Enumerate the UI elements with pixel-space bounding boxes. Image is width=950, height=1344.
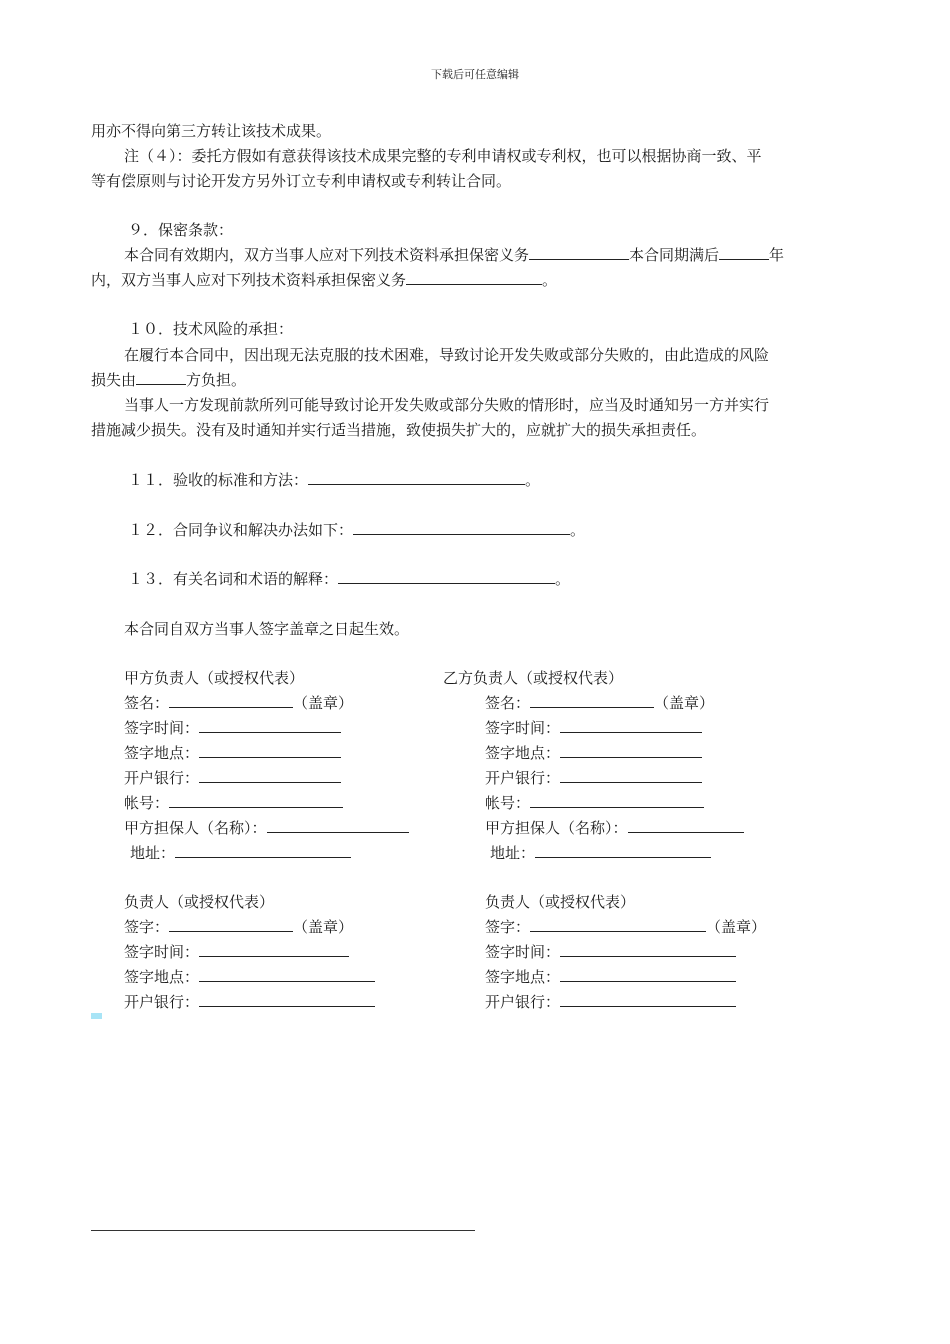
party-b-heading: 乙方负责人（或授权代表） xyxy=(443,669,624,687)
party-a-address-blank[interactable] xyxy=(175,844,351,858)
section-9-period: 。 xyxy=(542,271,558,289)
guarantor-a-bank-label: 开户银行： xyxy=(124,993,200,1011)
party-b-bank-label: 开户银行： xyxy=(485,769,561,787)
party-a-time-row xyxy=(124,718,341,738)
guarantor-a-sign-row xyxy=(124,917,353,937)
party-a-account-blank[interactable] xyxy=(169,794,343,808)
guarantor-b-signature-blank[interactable] xyxy=(530,918,706,932)
guarantor-a-sign-label: 签字： xyxy=(124,918,170,936)
section-10-line3: 当事人一方发现前款所列可能导致讨论开发失败或部分失败的情形时，应当及时通知另一方并实行 xyxy=(124,396,770,414)
section-9-text-b: 本合同期满后 xyxy=(629,246,720,264)
effective-clause: 本合同自双方当事人签字盖章之日起生效。 xyxy=(124,620,410,638)
party-b-guarantor-label: 甲方担保人（名称）： xyxy=(485,819,628,837)
guarantor-a-time-label: 签字时间： xyxy=(124,943,200,961)
risk-party-blank[interactable] xyxy=(136,371,186,385)
guarantor-b-time-label: 签字时间： xyxy=(485,943,561,961)
party-b-place-row xyxy=(485,743,702,763)
section-10-title: １０．技术风险的承担： xyxy=(128,320,294,338)
party-a-sign-label: 签名： xyxy=(124,694,170,712)
section-10-line4: 措施减少损失。没有及时通知并实行适当措施，致使损失扩大的，应就扩大的损失承担责任。 xyxy=(91,421,707,439)
guarantor-b-sign-row xyxy=(485,917,766,937)
guarantor-a-heading: 负责人（或授权代表） xyxy=(124,893,275,911)
party-a-bank-label: 开户银行： xyxy=(124,769,200,787)
note-4-line2: 等有偿原则与讨论开发方另外订立专利申请权或专利转让合同。 xyxy=(91,172,512,190)
party-a-place-row xyxy=(124,743,341,763)
party-b-account-label: 帐号： xyxy=(485,794,531,812)
party-a-address-row xyxy=(130,843,351,863)
footnote-rule xyxy=(91,1230,475,1231)
section-11-label: １１．验收的标准和方法： xyxy=(128,471,309,489)
guarantor-b-bank-blank[interactable] xyxy=(560,993,736,1007)
party-b-address-blank[interactable] xyxy=(535,844,711,858)
guarantor-a-signature-blank[interactable] xyxy=(169,918,293,932)
guarantor-a-place-row xyxy=(124,967,375,987)
section-12-period: 。 xyxy=(570,521,586,539)
terms-definition-blank[interactable] xyxy=(338,570,555,584)
guarantor-a-bank-row xyxy=(124,992,375,1012)
years-blank[interactable] xyxy=(719,246,769,260)
guarantor-a-place-blank[interactable] xyxy=(199,968,375,982)
guarantor-b-sign-label: 签字： xyxy=(485,918,531,936)
guarantor-b-place-row xyxy=(485,967,736,987)
section-9-text-c: 年 xyxy=(769,246,785,264)
party-b-sign-label: 签名： xyxy=(485,694,531,712)
party-a-signature-blank[interactable] xyxy=(169,694,293,708)
section-9-text-a: 本合同有效期内，双方当事人应对下列技术资料承担保密义务 xyxy=(124,246,530,264)
party-a-guarantor-blank[interactable] xyxy=(267,819,409,833)
guarantor-b-seal-label: （盖章） xyxy=(706,918,767,936)
party-b-signature-blank[interactable] xyxy=(530,694,654,708)
section-13-label: １３．有关名词和术语的解释： xyxy=(128,570,339,588)
guarantor-b-bank-label: 开户银行： xyxy=(485,993,561,1011)
section-9-line1 xyxy=(124,245,784,265)
guarantor-a-time-blank[interactable] xyxy=(199,943,349,957)
guarantor-b-place-label: 签字地点： xyxy=(485,968,561,986)
party-b-address-row xyxy=(490,843,711,863)
section-10-line2 xyxy=(91,370,246,390)
party-b-place-label: 签字地点： xyxy=(485,744,561,762)
party-b-bank-blank[interactable] xyxy=(560,769,702,783)
guarantor-a-seal-label: （盖章） xyxy=(293,918,354,936)
party-a-guarantor-label: 甲方担保人（名称）： xyxy=(124,819,267,837)
party-b-place-blank[interactable] xyxy=(560,744,702,758)
section-9-title: ９．保密条款： xyxy=(128,221,234,239)
guarantor-b-bank-row xyxy=(485,992,736,1012)
section-12-label: １２．合同争议和解决办法如下： xyxy=(128,521,354,539)
party-a-account-label: 帐号： xyxy=(124,794,170,812)
guarantor-b-heading: 负责人（或授权代表） xyxy=(485,893,636,911)
guarantor-a-time-row xyxy=(124,942,349,962)
section-11-period: 。 xyxy=(525,471,541,489)
section-9-text-d: 内，双方当事人应对下列技术资料承担保密义务 xyxy=(91,271,407,289)
section-13 xyxy=(128,569,570,589)
party-b-account-row xyxy=(485,793,704,813)
note-4-line1: 注（４）：委托方假如有意获得该技术成果完整的专利申请权或专利权，也可以根据协商一致、平 xyxy=(124,147,762,165)
section-12 xyxy=(128,520,585,540)
dispute-resolution-blank[interactable] xyxy=(353,521,570,535)
post-term-materials-blank[interactable] xyxy=(406,271,542,285)
section-10-text-a: 损失由 xyxy=(91,371,137,389)
guarantor-a-bank-blank[interactable] xyxy=(199,993,375,1007)
party-b-seal-label: （盖章） xyxy=(654,694,715,712)
party-a-place-label: 签字地点： xyxy=(124,744,200,762)
party-b-guarantor-row xyxy=(485,818,744,838)
guarantor-a-place-label: 签字地点： xyxy=(124,968,200,986)
acceptance-standard-blank[interactable] xyxy=(308,471,525,485)
section-13-period: 。 xyxy=(555,570,571,588)
page-header: 下载后可任意编辑 xyxy=(431,68,519,81)
party-b-sign-row xyxy=(485,693,714,713)
section-11 xyxy=(128,470,540,490)
party-b-time-row xyxy=(485,718,702,738)
party-a-sign-row xyxy=(124,693,353,713)
party-b-account-blank[interactable] xyxy=(530,794,704,808)
party-a-bank-row xyxy=(124,768,341,788)
section-10-line1: 在履行本合同中，因出现无法克服的技术困难，导致讨论开发失败或部分失败的，由此造成的风险 xyxy=(124,346,770,364)
guarantor-b-time-blank[interactable] xyxy=(560,943,736,957)
party-b-bank-row xyxy=(485,768,702,788)
party-a-account-row xyxy=(124,793,343,813)
section-9-line2 xyxy=(91,270,557,290)
party-a-time-label: 签字时间： xyxy=(124,719,200,737)
party-b-address-label: 地址： xyxy=(490,844,536,862)
party-b-time-blank[interactable] xyxy=(560,719,702,733)
guarantor-b-place-blank[interactable] xyxy=(560,968,736,982)
party-a-time-blank[interactable] xyxy=(199,719,341,733)
party-a-heading: 甲方负责人（或授权代表） xyxy=(124,669,305,687)
section-10-text-b: 方负担。 xyxy=(186,371,247,389)
confidential-materials-blank[interactable] xyxy=(529,246,629,260)
party-a-bank-blank[interactable] xyxy=(199,769,341,783)
party-b-guarantor-blank[interactable] xyxy=(628,819,744,833)
party-a-place-blank[interactable] xyxy=(199,744,341,758)
paragraph-continuation: 用亦不得向第三方转让该技术成果。 xyxy=(91,122,332,140)
party-a-guarantor-row xyxy=(124,818,409,838)
party-b-time-label: 签字时间： xyxy=(485,719,561,737)
text-cursor-marker xyxy=(91,1013,102,1019)
guarantor-b-time-row xyxy=(485,942,736,962)
party-a-address-label: 地址： xyxy=(130,844,176,862)
party-a-seal-label: （盖章） xyxy=(293,694,354,712)
